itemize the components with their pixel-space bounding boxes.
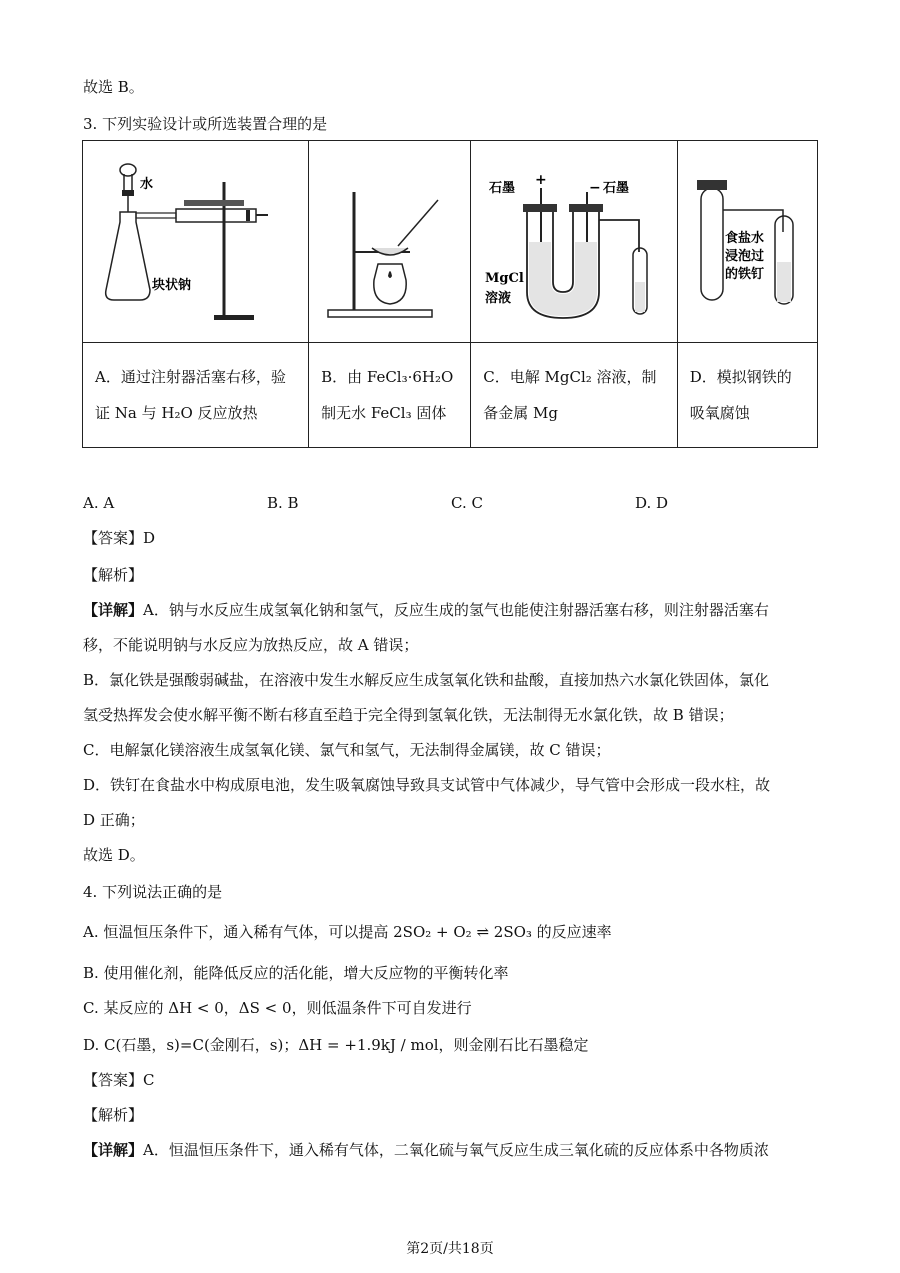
intro-line: 故选 B。 bbox=[83, 78, 144, 96]
figure-a-sodium-syringe bbox=[96, 152, 296, 332]
q3-detail-a2: 移，不能说明钠与水反应为放热反应，故 A 错误； bbox=[83, 636, 419, 654]
label-sodium: 块状钠 bbox=[151, 277, 191, 293]
caption-c bbox=[471, 343, 677, 448]
figure-c-electrolysis bbox=[479, 152, 669, 332]
q3-detail-a1 bbox=[83, 600, 769, 620]
label-plus: + bbox=[534, 171, 547, 188]
q3-option-d: D. D bbox=[635, 494, 669, 512]
q4-answer: 【答案】C bbox=[83, 1071, 155, 1089]
q4-option-c: C. 某反应的 ΔH < 0，ΔS < 0，则低温条件下可自发进行 bbox=[83, 999, 472, 1017]
q3-detail-b1: B．氯化铁是强酸弱碱盐，在溶液中发生水解反应生成氢氧化铁和盐酸，直接加热六水氯化铁固体，氯化 bbox=[83, 671, 770, 689]
label-mgcl2: MgCl bbox=[484, 270, 524, 286]
q4-option-b: B. 使用催化剂，能降低反应的活化能，增大反应物的平衡转化率 bbox=[83, 964, 509, 982]
detail-a1-text: A．钠与水反应生成氢氧化钠和氢气，反应生成的氢气也能使注射器活塞右移，则注射器活塞右 bbox=[143, 601, 769, 619]
caption-b-line1: B．由 FeCl₃·6H₂O bbox=[321, 368, 454, 386]
q4-option-d: D. C(石墨，s)=C(金刚石，s)；ΔH = +1.9kJ / mol，则金刚石比石墨稳定 bbox=[83, 1036, 589, 1054]
q3-option-c: C. C bbox=[451, 494, 483, 512]
figure-d-cell bbox=[677, 141, 817, 343]
q3-option-b: B. B bbox=[267, 494, 299, 512]
q4-option-a: A. 恒温恒压条件下，通入稀有气体，可以提高 2SO₂ + O₂ ⇌ 2SO₃ 的反应速率 bbox=[83, 923, 612, 941]
detail-tag: 【详解】 bbox=[83, 1141, 144, 1159]
label-iron-nail: 的铁钉 bbox=[725, 266, 765, 282]
q3-figure-table bbox=[82, 140, 818, 448]
figure-b-cell bbox=[309, 141, 471, 343]
q3-analysis: 【解析】 bbox=[83, 566, 144, 584]
caption-d-line2: 吸氧腐蚀 bbox=[689, 404, 750, 422]
caption-d-line1: D．模拟钢铁的 bbox=[689, 368, 792, 386]
q3-detail-c: C．电解氯化镁溶液生成氢氧化镁、氯气和氢气，无法制得金属镁，故 C 错误； bbox=[83, 741, 611, 759]
figure-c-cell bbox=[471, 141, 677, 343]
q4-stem: 4. 下列说法正确的是 bbox=[83, 883, 223, 901]
caption-a bbox=[83, 343, 309, 448]
figure-b-evaporating-dish bbox=[320, 152, 460, 332]
page-footer: 第2页/共18页 bbox=[406, 1241, 494, 1257]
caption-a-line2: 证 Na 与 H₂O 反应放热 bbox=[95, 404, 258, 422]
label-water: 水 bbox=[139, 176, 153, 192]
q3-option-a: A. A bbox=[83, 494, 115, 512]
figure-a-cell bbox=[83, 141, 309, 343]
figure-d-corrosion bbox=[687, 152, 807, 332]
q4-detail-a1 bbox=[83, 1140, 769, 1160]
q3-detail-d2: D 正确； bbox=[83, 811, 145, 829]
q3-stem: 3. 下列实验设计或所选装置合理的是 bbox=[83, 115, 328, 133]
label-solution: 溶液 bbox=[484, 290, 511, 306]
label-minus: − bbox=[588, 179, 601, 196]
q3-detail-d1: D．铁钉在食盐水中构成原电池，发生吸氧腐蚀导致具支试管中气体减少，导气管中会形成一段水柱，故 bbox=[83, 776, 771, 794]
detail-tag: 【详解】 bbox=[83, 601, 144, 619]
label-graphite-left: 石墨 bbox=[488, 180, 515, 196]
label-graphite-right: 石墨 bbox=[602, 180, 629, 196]
q4-analysis: 【解析】 bbox=[83, 1106, 144, 1124]
q3-conclusion: 故选 D。 bbox=[83, 846, 145, 864]
label-salt-water: 食盐水 bbox=[725, 230, 765, 246]
caption-b bbox=[309, 343, 471, 448]
caption-b-line2: 制无水 FeCl₃ 固体 bbox=[321, 404, 447, 422]
caption-a-line1: A．通过注射器活塞右移，验 bbox=[95, 368, 286, 386]
caption-c-line2: 备金属 Mg bbox=[483, 404, 558, 422]
detail-a1-text: A．恒温恒压条件下，通入稀有气体，二氧化硫与氧气反应生成三氧化硫的反应体系中各物质浓 bbox=[143, 1141, 769, 1159]
q3-detail-b2: 氢受热挥发会使水解平衡不断右移直至趋于完全得到氢氧化铁，无法制得无水氯化铁，故 B 错误； bbox=[83, 706, 734, 724]
q3-answer: 【答案】D bbox=[83, 529, 156, 547]
label-soaked: 浸泡过 bbox=[725, 248, 765, 264]
caption-d bbox=[677, 343, 817, 448]
caption-c-line1: C．电解 MgCl₂ 溶液，制 bbox=[483, 368, 657, 386]
